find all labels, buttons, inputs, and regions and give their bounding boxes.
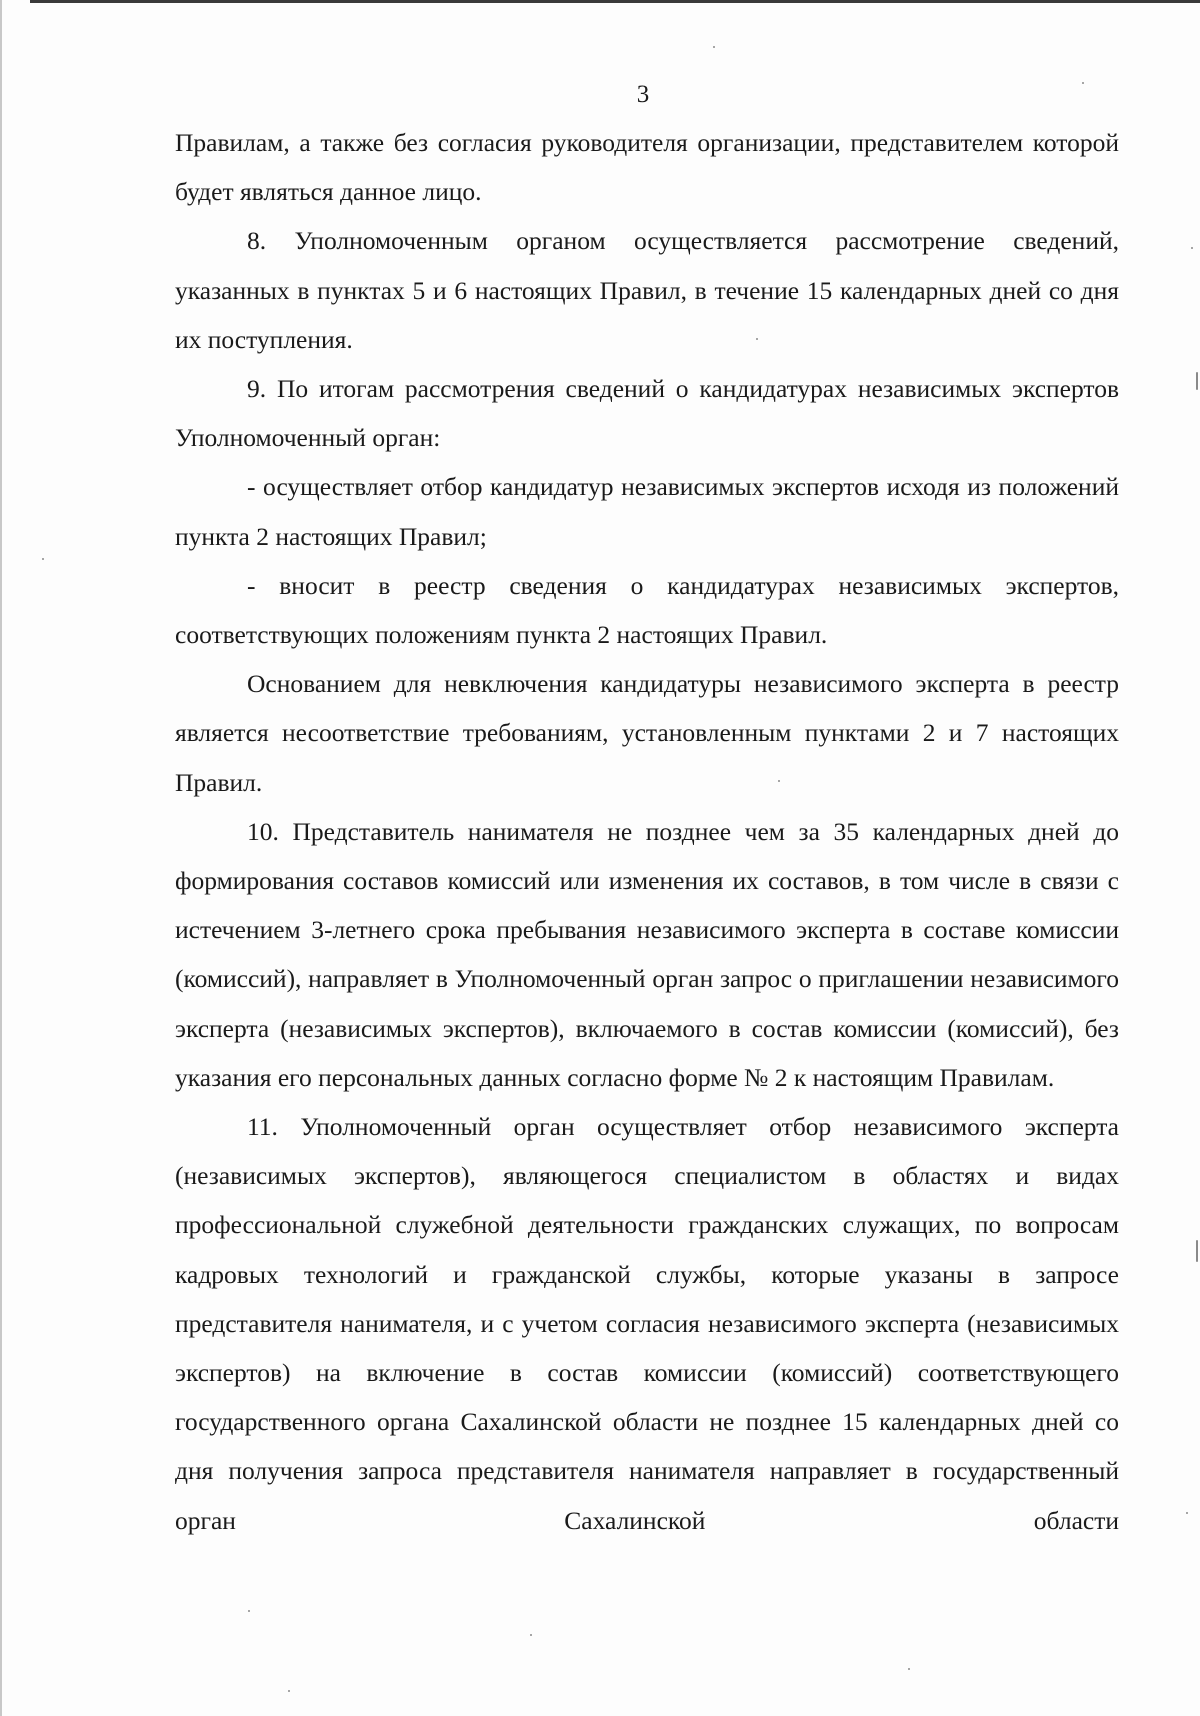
scan-speck (288, 1690, 290, 1692)
paragraph-9: 9. По итогам рассмотрения сведений о кандидатурах независимых экспертов Уполномоченный орган: (175, 374, 1119, 453)
scan-speck (778, 780, 780, 782)
paragraph-9-item-2: - вносит в реестр сведения о кандидатурах независимых экспертов, соответствующих положениям пункта 2 настоящих Правил. (175, 570, 1119, 650)
scan-speck (756, 338, 758, 340)
scan-speck (908, 1668, 910, 1670)
paragraph-8: 8. Уполномоченным органом осуществляется рассмотрение сведений, указанных в пунктах 5 и 6 настоящих Правил, в течение 15 календарных дней со дня их поступления. (175, 226, 1119, 354)
scan-speck (1082, 82, 1084, 84)
paragraph-11: 11. Уполномоченный орган осуществляет отбор независимого эксперта (независимых экспертов), являющегося специалистом в областях и видах профессиональной служебной деятельности гражданских служащих, по вопросам кадровых технологий и гражданской службы, которые указаны в запросе представителя нанимателя, и с учетом согласия независимого эксперта (независимых экспертов) на включение в состав комиссии (комиссий) соответствующего государственного органа Сахалинской области не позднее 15 календарных дней со дня получения запроса представителя нанимателя направляет в государственный орган Сахалинской области (175, 1112, 1119, 1535)
scan-speck (42, 558, 44, 560)
paragraph-continuation: Правилам, а также без согласия руководителя организации, представителем которой будет являться данное лицо. (175, 128, 1119, 207)
page-top-edge (30, 0, 1200, 3)
paragraph-9-exclusion: Основанием для невключения кандидатуры независимого эксперта в реестр является несоответствие требованиям, установленным пунктами 2 и 7 настоящих Правил. (175, 669, 1119, 797)
paragraph-9-item-1: - осуществляет отбор кандидатур независимых экспертов исходя из положений пункта 2 настоящих Правил; (175, 472, 1119, 551)
scan-speck (1196, 372, 1198, 390)
scan-speck (248, 1610, 250, 1612)
scan-speck (1196, 1240, 1198, 1262)
paragraph-10: 10. Представитель нанимателя не позднее чем за 35 календарных дней до формирования составов комиссий или изменения их составов, в том числе в связи с истечением 3-летнего срока пребывания независимого эксперта в составе комиссии (комиссий), направляет в Уполномоченный орган запрос о приглашении независимого эксперта (независимых экспертов), включаемого в состав комиссии (комиссий), без указания его персональных данных согласно форме № 2 к настоящим Правилам. (175, 816, 1119, 1092)
scan-speck (530, 1634, 532, 1636)
document-body (175, 118, 1119, 1545)
scan-speck (713, 46, 715, 48)
page-left-edge (0, 0, 2, 1716)
scan-speck (1191, 247, 1193, 249)
scan-speck (1186, 1512, 1188, 1514)
page-number: 3 (636, 81, 650, 108)
